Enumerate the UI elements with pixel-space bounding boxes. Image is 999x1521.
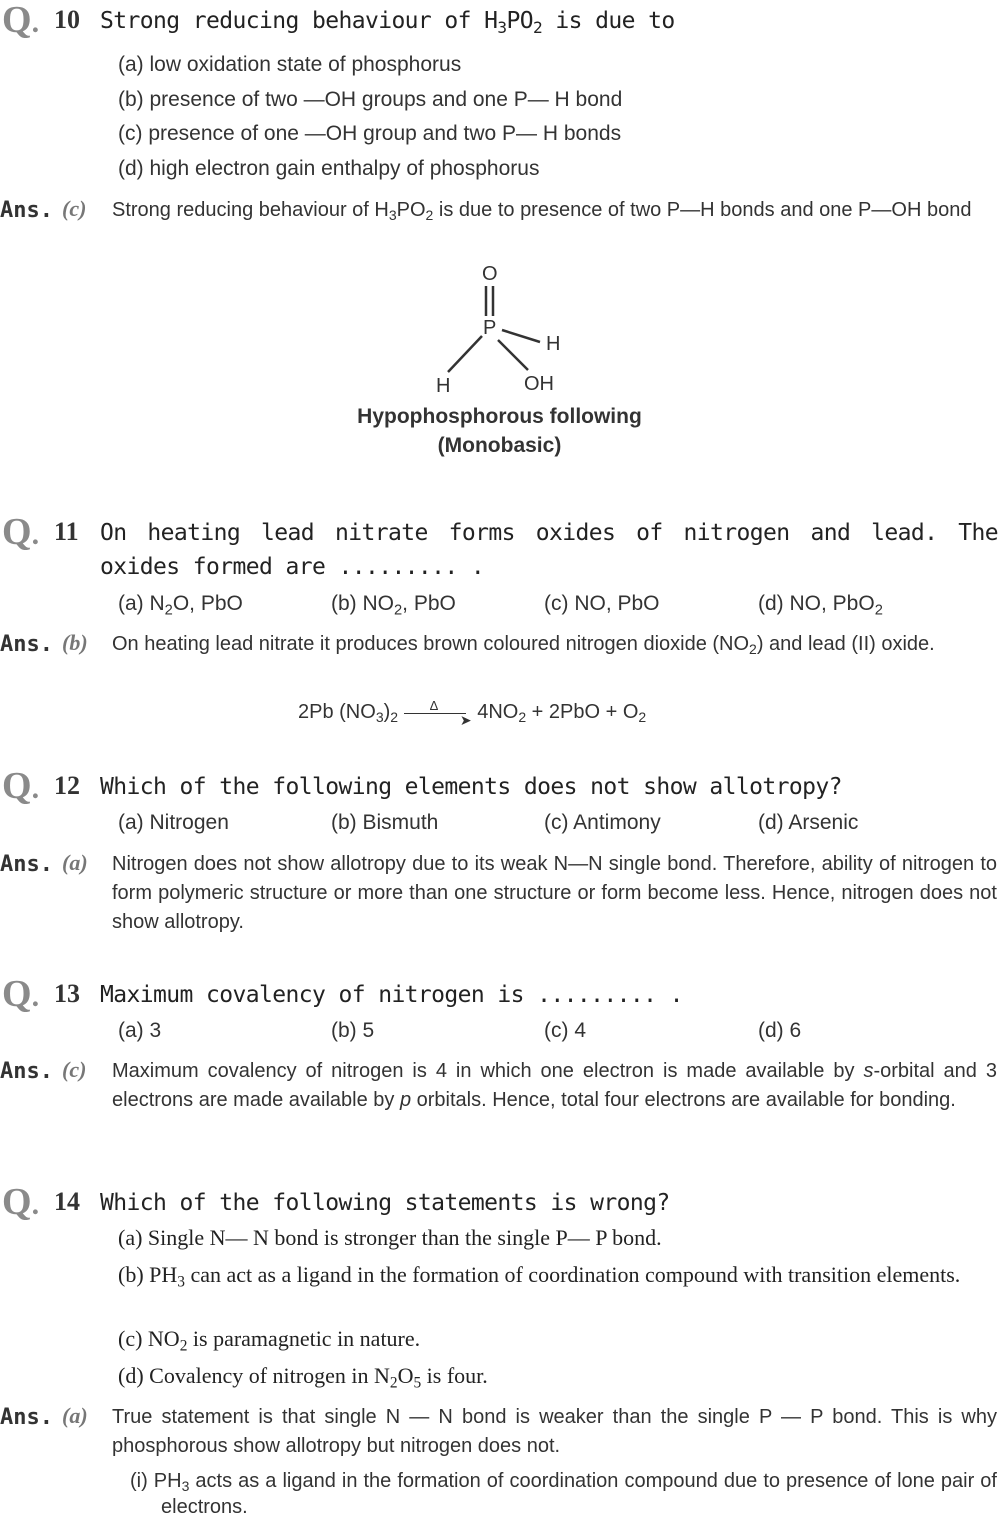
option-d: (d) Arsenic (758, 811, 859, 834)
option-b: (b) Bismuth (331, 811, 439, 834)
answer-letter: (a) (62, 850, 88, 875)
answer-label: Ans. (0, 852, 53, 877)
option-d: (d) NO, PbO$_2$ (758, 592, 883, 619)
question-text: Which of the following statements is wrong? (100, 1190, 670, 1216)
option-b: (b) $PH_3$ can act as a ligand in the formation of coordination compound with transition elements. (118, 1262, 961, 1291)
structure-caption-sub: (Monobasic) (437, 434, 562, 457)
arrow-head-icon: ➤ (459, 711, 472, 728)
reaction-equation: 2Pb $(NO_3)_2$ Δ ➤ $4NO_2 + 2PbO + O_2$ (298, 697, 646, 727)
answer-subpoint-i: (i) $PH_3$ acts as a ligand in the formation of coordination compound due to presence of lone pair of electrons. (130, 1470, 997, 1518)
bond-p-h-left (448, 336, 482, 372)
option-c: (c) 4 (544, 1019, 586, 1042)
question-mark-icon: Q. (2, 973, 40, 1015)
hypophosphorous-structure (420, 258, 580, 403)
option-a: (a) 3 (118, 1019, 162, 1042)
question-mark-icon: Q. (2, 1181, 40, 1223)
option-c: (c) Antimony (544, 811, 661, 834)
answer-letter: (c) (62, 1057, 87, 1082)
option-a: (a) low oxidation state of phosphorus (118, 53, 462, 76)
answer-label: Ans. (0, 1405, 53, 1430)
answer-text: True statement is that single N — N bond is weaker than the single P — P bond. This is why phosphorous show allotropy but nitrogen does not. (112, 1406, 997, 1457)
option-c: (c) $NO_2$ is paramagnetic in nature. (118, 1326, 421, 1355)
option-c: (c) NO, PbO (544, 592, 660, 615)
arrow-line (404, 713, 466, 714)
answer-text: Nitrogen does not show allotropy due to its weak N—N single bond. Therefore, ability of nitrogen to form polymeric structure or more than one structure or form become less. Hence, nitrogen does not show allotropy. (112, 853, 997, 933)
question-text: Strong reducing behaviour of $H_3PO_2$ is due to (100, 8, 675, 37)
answer-letter: (a) (62, 1403, 88, 1428)
question-number: 11 (54, 517, 79, 546)
question-text: On heating lead nitrate forms oxides of nitrogen and lead. The oxides formed are ......... . (100, 520, 998, 580)
atom-oh: OH (524, 373, 554, 395)
option-c: (c) presence of one —OH group and two P— H bonds (118, 122, 622, 145)
option-a: (a) Nitrogen (118, 811, 229, 834)
option-d: (d) high electron gain enthalpy of phosphorus (118, 157, 540, 180)
question-number: 12 (54, 771, 80, 800)
answer-label: Ans. (0, 632, 53, 657)
question-number: 10 (54, 5, 80, 34)
question-number: 13 (54, 979, 80, 1008)
structure-caption: Hypophosphorous following (357, 405, 642, 428)
bond-p-oh (498, 340, 528, 370)
option-a: (a) $N_2O$, PbO (118, 592, 243, 619)
question-number: 14 (54, 1187, 80, 1216)
atom-h-left: H (436, 375, 451, 397)
option-b: (b) 5 (331, 1019, 375, 1042)
question-text: Maximum covalency of nitrogen is ......... . (100, 982, 683, 1008)
atom-p: P (483, 317, 497, 339)
question-text: Which of the following elements does not show allotropy? (100, 774, 842, 800)
option-a: (a) Single N— N bond is stronger than the single P— P bond. (118, 1225, 662, 1250)
bond-p-h-right (502, 330, 540, 342)
option-d: (d) 6 (758, 1019, 802, 1042)
option-b: (b) $NO_2$, PbO (331, 592, 456, 619)
answer-text: Maximum covalency of nitrogen is 4 in which one electron is made available by s-orbital and 3 electrons are made available by p orbitals. Hence, total four electrons are available for bonding. (112, 1060, 997, 1111)
answer-label: Ans. (0, 198, 53, 223)
answer-text: On heating lead nitrate it produces brown coloured nitrogen dioxide $(NO_2)$ and lead (II) oxide. (112, 633, 935, 658)
answer-label: Ans. (0, 1059, 53, 1084)
answer-text: Strong reducing behaviour of $H_3PO_2$ is due to presence of two P—H bonds and one P—OH bond (112, 199, 972, 224)
answer-letter: (c) (62, 196, 87, 221)
atom-h-right: H (546, 333, 561, 355)
atom-o: O (482, 263, 498, 285)
answer-letter: (b) (62, 630, 88, 655)
option-d: (d) Covalency of nitrogen in $N_2O_5$ is four. (118, 1363, 488, 1392)
question-mark-icon: Q. (2, 0, 40, 41)
option-b: (b) presence of two —OH groups and one P— H bond (118, 88, 623, 111)
question-mark-icon: Q. (2, 511, 40, 553)
reaction-arrow (404, 697, 472, 728)
heat-symbol: Δ (429, 697, 439, 713)
question-mark-icon: Q. (2, 765, 40, 807)
